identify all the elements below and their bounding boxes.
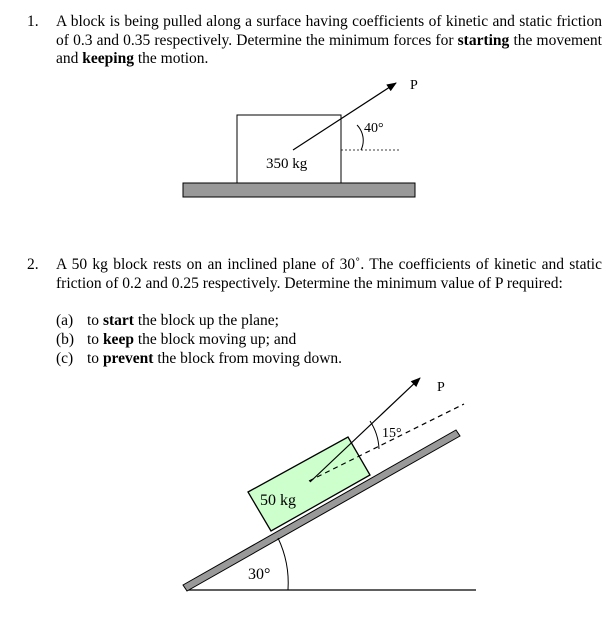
angle-arc-40 (357, 125, 363, 150)
problem-1-bold-starting: starting (457, 31, 510, 49)
figure-2 (183, 378, 476, 591)
mass-label-50: 50 kg (260, 492, 296, 509)
ground-surface (183, 183, 415, 197)
item-a-post: the block up the plane; (133, 312, 279, 329)
item-b-label: (b) (56, 331, 75, 348)
problem-2-number: 2. (27, 256, 39, 273)
item-a-label: (a) (56, 312, 74, 329)
item-c-bold: prevent (102, 350, 154, 367)
figure-1 (183, 78, 418, 197)
item-b-pre: to (87, 331, 103, 348)
force-label-p1: P (410, 78, 418, 93)
mass-label-350: 350 kg (266, 156, 308, 172)
problem-1-bold-keeping: keeping (82, 50, 134, 67)
problem-2-text: A 50 kg block rests on an inclined plane of 30˚. The coefficients of kinetic and static friction of 0.2 and 0.25 respectively. Determine the minimum value of P required: (56, 256, 602, 292)
force-angle-label-15: 15° (382, 426, 402, 441)
item-a-bold: start (102, 312, 134, 329)
problem-1-text-a: A block is being pulled along a surface having coefficients of kinetic and static friction of 0.3 and 0.35 respectively. Determine the minimum forces for (56, 13, 602, 49)
force-label-p2: P (437, 380, 445, 395)
problem-1-text-b: the movement and (56, 31, 602, 67)
item-b-bold: keep (102, 331, 134, 348)
item-c-post: the block from moving down. (153, 350, 343, 367)
angle-arc-30 (278, 538, 288, 590)
problem-1-number: 1. (27, 13, 39, 30)
problem-1-text-c: the motion. (133, 50, 209, 67)
angle-label-40: 40° (364, 121, 384, 136)
item-c-label: (c) (56, 350, 74, 367)
angle-arc-15 (370, 421, 379, 449)
item-a-pre: to (87, 312, 103, 329)
block-350kg (237, 115, 341, 183)
item-b-post: the block moving up; and (133, 331, 297, 348)
item-c-pre: to (87, 350, 103, 367)
incline-angle-label: 30° (248, 566, 271, 583)
